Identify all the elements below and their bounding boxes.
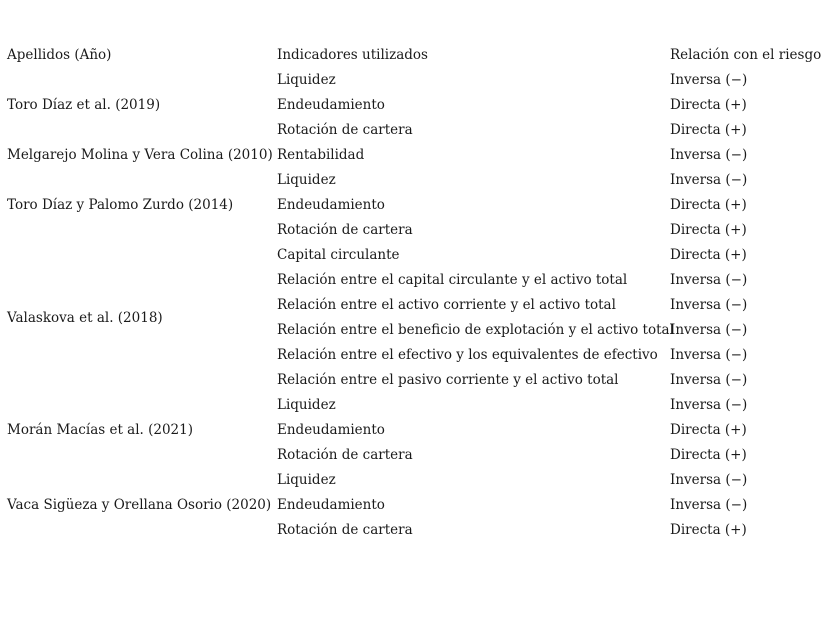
author-group <box>7 168 825 243</box>
table-row <box>7 393 825 418</box>
author-cell: Toro Díaz y Palomo Zurdo (2014) <box>7 197 234 213</box>
relation-cell: Inversa (−) <box>670 322 748 338</box>
indicator-cell: Rotación de cartera <box>277 447 413 463</box>
relation-cell: Inversa (−) <box>670 497 748 513</box>
indicator-cell: Liquidez <box>277 72 336 88</box>
relation-cell: Inversa (−) <box>670 347 748 363</box>
table-row <box>7 268 825 293</box>
indicator-cell: Endeudamiento <box>277 197 385 213</box>
author-group <box>7 243 825 393</box>
author-cell: Morán Macías et al. (2021) <box>7 422 194 438</box>
indicator-cell: Liquidez <box>277 472 336 488</box>
indicators-table <box>7 43 825 543</box>
table-row <box>7 518 825 543</box>
indicator-cell: Endeudamiento <box>277 422 385 438</box>
indicator-cell: Rentabilidad <box>277 147 365 163</box>
header-indicators: Indicadores utilizados <box>277 47 428 63</box>
indicator-cell: Rotación de cartera <box>277 122 413 138</box>
indicator-cell: Liquidez <box>277 172 336 188</box>
relation-cell: Inversa (−) <box>670 397 748 413</box>
author-group <box>7 143 825 168</box>
relation-cell: Inversa (−) <box>670 297 748 313</box>
relation-cell: Inversa (−) <box>670 372 748 388</box>
relation-cell: Inversa (−) <box>670 472 748 488</box>
indicator-cell: Endeudamiento <box>277 497 385 513</box>
table-row <box>7 118 825 143</box>
relation-cell: Inversa (−) <box>670 272 748 288</box>
relation-cell: Directa (+) <box>670 522 747 538</box>
relation-cell: Directa (+) <box>670 122 747 138</box>
table-row <box>7 468 825 493</box>
table-row <box>7 68 825 93</box>
author-cell: Vaca Sigüeza y Orellana Osorio (2020) <box>7 497 272 513</box>
table-row <box>7 218 825 243</box>
relation-cell: Directa (+) <box>670 197 747 213</box>
table-row <box>7 443 825 468</box>
header-relation: Relación con el riesgo <box>670 47 822 63</box>
indicator-cell: Relación entre el pasivo corriente y el activo total <box>277 372 619 388</box>
relation-cell: Inversa (−) <box>670 72 748 88</box>
author-cell: Valaskova et al. (2018) <box>7 309 163 326</box>
indicator-cell: Rotación de cartera <box>277 222 413 238</box>
relation-cell: Directa (+) <box>670 222 747 238</box>
relation-cell: Directa (+) <box>670 247 747 263</box>
table-body <box>7 68 825 543</box>
table-row <box>7 368 825 393</box>
indicator-cell: Relación entre el capital circulante y el activo total <box>277 272 628 288</box>
author-group <box>7 393 825 468</box>
table-row <box>7 168 825 193</box>
relation-cell: Directa (+) <box>670 97 747 113</box>
indicator-cell: Liquidez <box>277 397 336 413</box>
table-row <box>7 243 825 268</box>
author-group <box>7 68 825 143</box>
table-header-row <box>7 43 825 68</box>
relation-cell: Directa (+) <box>670 422 747 438</box>
indicator-cell: Relación entre el beneficio de explotación y el activo total <box>277 322 674 338</box>
indicator-cell: Capital circulante <box>277 247 400 263</box>
relation-cell: Inversa (−) <box>670 147 748 163</box>
relation-cell: Directa (+) <box>670 447 747 463</box>
indicator-cell: Relación entre el efectivo y los equivalentes de efectivo <box>277 347 658 363</box>
author-cell: Melgarejo Molina y Vera Colina (2010) <box>7 147 273 163</box>
author-cell: Toro Díaz et al. (2019) <box>7 97 161 113</box>
author-group <box>7 468 825 543</box>
indicator-cell: Rotación de cartera <box>277 522 413 538</box>
indicator-cell: Relación entre el activo corriente y el activo total <box>277 297 616 313</box>
header-author: Apellidos (Año) <box>7 47 112 63</box>
table-row <box>7 343 825 368</box>
indicator-cell: Endeudamiento <box>277 97 385 113</box>
relation-cell: Inversa (−) <box>670 172 748 188</box>
